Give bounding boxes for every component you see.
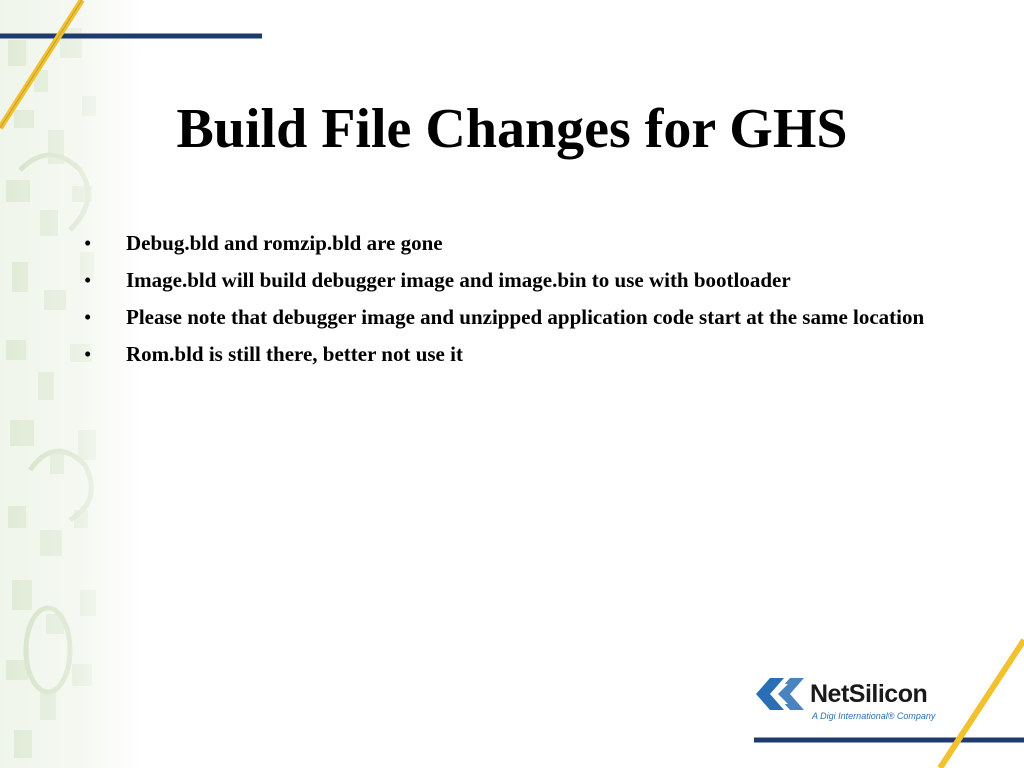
bullet-text: Please note that debugger image and unzipped application code start at the same location — [126, 305, 925, 329]
bullet-icon: • — [84, 231, 92, 255]
bullet-list — [84, 228, 954, 376]
bullet-icon: • — [84, 342, 92, 366]
netsilicon-logo — [754, 668, 964, 728]
bullet-item — [84, 265, 954, 296]
bullet-item — [84, 339, 954, 370]
slide-title: Build File Changes for GHS — [176, 98, 848, 160]
bullet-icon: • — [84, 305, 92, 329]
netsilicon-logo-mark-icon — [754, 674, 808, 714]
bullet-item — [84, 302, 954, 333]
bullet-icon: • — [84, 268, 92, 292]
bullet-text: Debug.bld and romzip.bld are gone — [126, 231, 443, 255]
bullet-item — [84, 228, 954, 259]
bullet-text: Rom.bld is still there, better not use it — [126, 342, 463, 366]
logo-wordmark: NetSilicon — [810, 680, 928, 708]
logo-tagline: A Digi International® Company — [812, 711, 936, 721]
bullet-text: Image.bld will build debugger image and image.bin to use with bootloader — [126, 268, 791, 292]
